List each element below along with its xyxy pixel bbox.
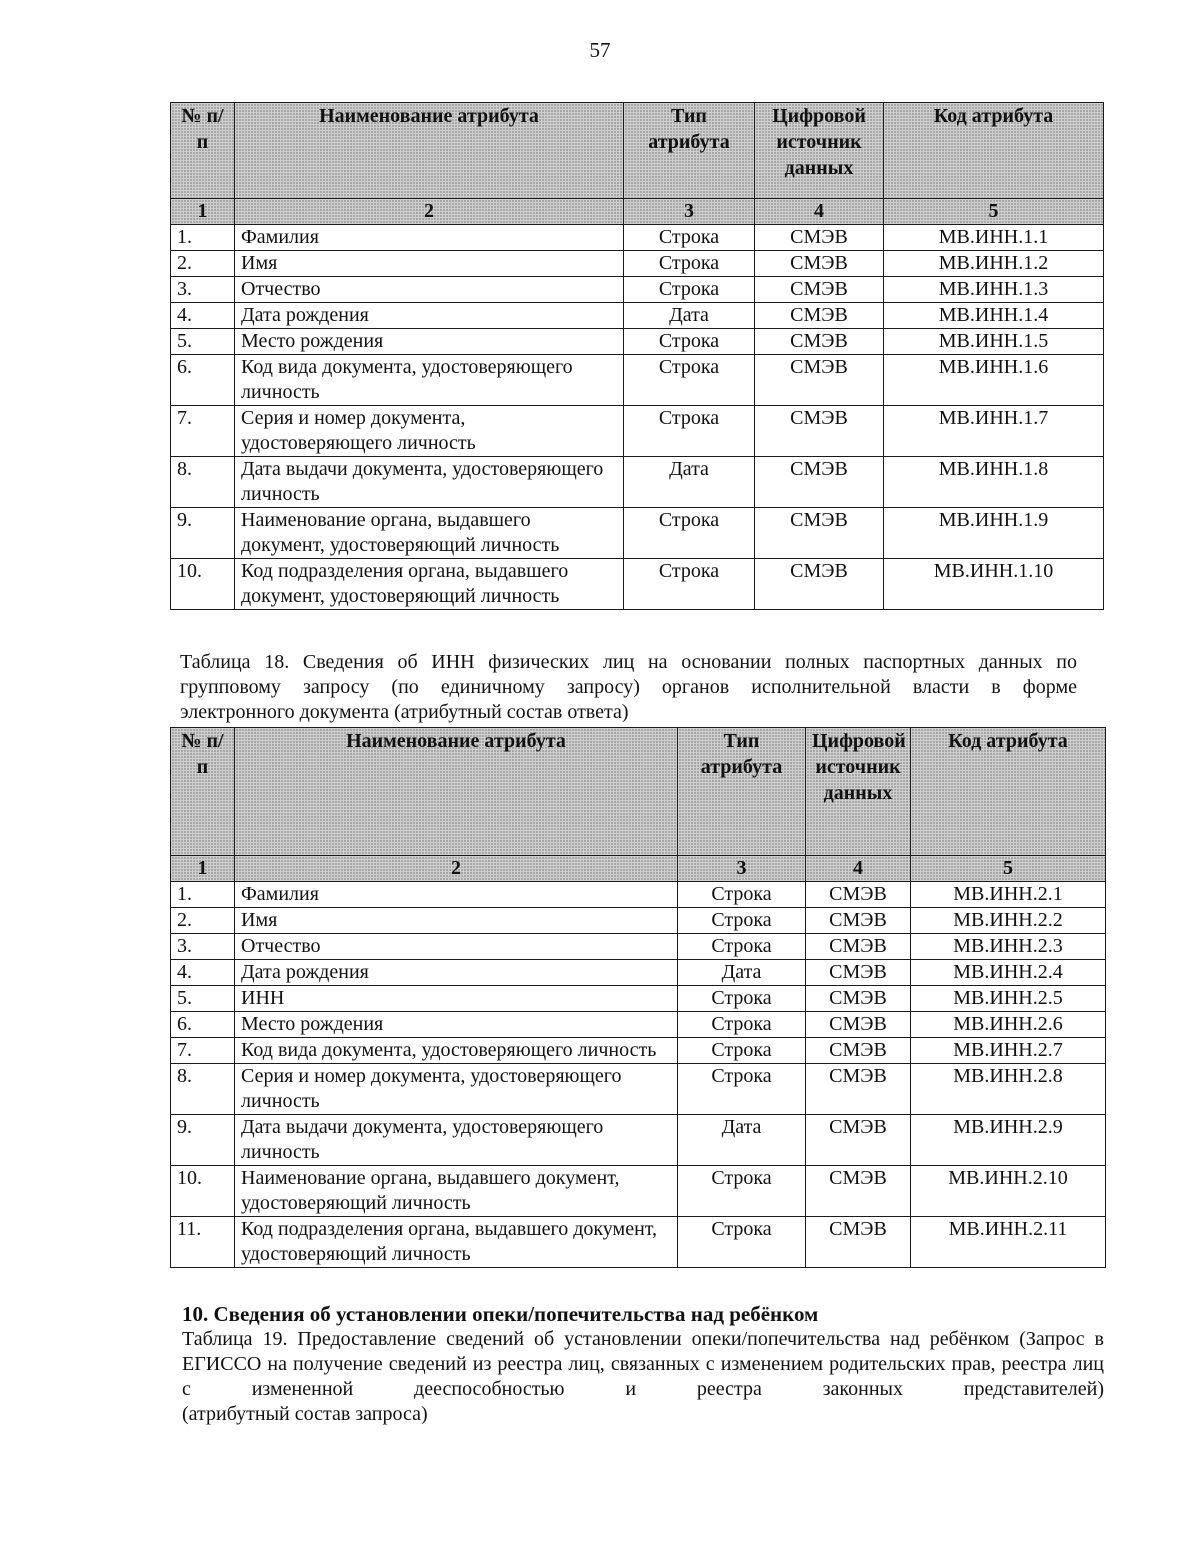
data-source: СМЭВ xyxy=(806,1217,911,1268)
attribute-name: Дата выдачи документа, удостоверяющего личность xyxy=(235,1115,678,1166)
table-row xyxy=(171,277,1104,303)
attribute-type: Строка xyxy=(678,882,806,908)
col-number: 4 xyxy=(755,199,884,225)
attribute-name: Код подразделения органа, выдавшего документ, удостоверяющий личность xyxy=(235,559,624,610)
attribute-name: Фамилия xyxy=(235,225,624,251)
table-row xyxy=(171,508,1104,559)
data-source: СМЭВ xyxy=(755,508,884,559)
table-row xyxy=(171,225,1104,251)
attribute-name: Наименование органа, выдавшего документ, удостоверяющий личность xyxy=(235,508,624,559)
data-source: СМЭВ xyxy=(755,406,884,457)
attribute-table-1 xyxy=(170,102,1104,610)
col-number: 2 xyxy=(235,856,678,882)
header-code: Код атрибута xyxy=(911,728,1106,856)
data-source: СМЭВ xyxy=(755,303,884,329)
row-number: 7. xyxy=(171,1038,235,1064)
row-number: 11. xyxy=(171,1217,235,1268)
col-number: 5 xyxy=(884,199,1104,225)
table-19-caption xyxy=(182,1327,1104,1427)
header-number: № п/п xyxy=(171,103,235,199)
attribute-code: МВ.ИНН.1.8 xyxy=(884,457,1104,508)
header-number: № п/п xyxy=(171,728,235,856)
row-number: 9. xyxy=(171,508,235,559)
attribute-type: Строка xyxy=(678,1217,806,1268)
row-number: 3. xyxy=(171,277,235,303)
table-row xyxy=(171,303,1104,329)
data-source: СМЭВ xyxy=(806,1166,911,1217)
header-source: Цифровой источник данных xyxy=(806,728,911,856)
attribute-code: МВ.ИНН.2.8 xyxy=(911,1064,1106,1115)
data-source: СМЭВ xyxy=(806,1115,911,1166)
attribute-type: Строка xyxy=(678,1166,806,1217)
attribute-code: МВ.ИНН.2.4 xyxy=(911,960,1106,986)
attribute-code: МВ.ИНН.2.9 xyxy=(911,1115,1106,1166)
table-row xyxy=(171,882,1106,908)
row-number: 6. xyxy=(171,1012,235,1038)
attribute-name: Отчество xyxy=(235,277,624,303)
table-row xyxy=(171,251,1104,277)
attribute-code: МВ.ИНН.2.1 xyxy=(911,882,1106,908)
attribute-type: Строка xyxy=(624,277,755,303)
table-row xyxy=(171,908,1106,934)
attribute-name: Отчество xyxy=(235,934,678,960)
col-number: 2 xyxy=(235,199,624,225)
col-number: 4 xyxy=(806,856,911,882)
col-number: 3 xyxy=(678,856,806,882)
table-18-caption xyxy=(180,650,1077,725)
data-source: СМЭВ xyxy=(806,1012,911,1038)
attribute-name: Место рождения xyxy=(235,1012,678,1038)
row-number: 3. xyxy=(171,934,235,960)
row-number: 10. xyxy=(171,559,235,610)
header-code: Код атрибута xyxy=(884,103,1104,199)
header-name: Наименование атрибута xyxy=(235,728,678,856)
attribute-code: МВ.ИНН.1.2 xyxy=(884,251,1104,277)
col-number: 1 xyxy=(171,199,235,225)
col-number: 5 xyxy=(911,856,1106,882)
data-source: СМЭВ xyxy=(806,986,911,1012)
data-source: СМЭВ xyxy=(755,277,884,303)
data-source: СМЭВ xyxy=(806,908,911,934)
data-source: СМЭВ xyxy=(755,457,884,508)
attribute-name: Код вида документа, удостоверяющего личность xyxy=(235,355,624,406)
section-10-title: 10. Сведения об установлении опеки/попечительства над ребёнком xyxy=(182,1302,819,1326)
attribute-type: Строка xyxy=(678,1038,806,1064)
attribute-type: Строка xyxy=(678,908,806,934)
row-number: 10. xyxy=(171,1166,235,1217)
attribute-type: Дата xyxy=(678,1115,806,1166)
attribute-type: Дата xyxy=(678,960,806,986)
attribute-type: Строка xyxy=(678,934,806,960)
row-number: 9. xyxy=(171,1115,235,1166)
table-row xyxy=(171,329,1104,355)
attribute-name: Дата рождения xyxy=(235,960,678,986)
attribute-type: Строка xyxy=(624,251,755,277)
row-number: 4. xyxy=(171,303,235,329)
row-number: 2. xyxy=(171,251,235,277)
row-number: 1. xyxy=(171,225,235,251)
attribute-name: Дата выдачи документа, удостоверяющего личность xyxy=(235,457,624,508)
attribute-code: МВ.ИНН.2.6 xyxy=(911,1012,1106,1038)
table-row xyxy=(171,1166,1106,1217)
attribute-code: МВ.ИНН.1.9 xyxy=(884,508,1104,559)
header-source: Цифровой источник данных xyxy=(755,103,884,199)
row-number: 1. xyxy=(171,882,235,908)
attribute-name: Фамилия xyxy=(235,882,678,908)
attribute-type: Дата xyxy=(624,303,755,329)
data-source: СМЭВ xyxy=(755,355,884,406)
attribute-table-2 xyxy=(170,727,1106,1268)
data-source: СМЭВ xyxy=(755,559,884,610)
attribute-name: Серия и номер документа, удостоверяющего личность xyxy=(235,1064,678,1115)
table-row xyxy=(171,1115,1106,1166)
attribute-code: МВ.ИНН.1.3 xyxy=(884,277,1104,303)
header-type: Тип атрибута xyxy=(678,728,806,856)
attribute-type: Строка xyxy=(678,1064,806,1115)
table-row xyxy=(171,986,1106,1012)
attribute-code: МВ.ИНН.1.6 xyxy=(884,355,1104,406)
row-number: 5. xyxy=(171,329,235,355)
row-number: 4. xyxy=(171,960,235,986)
attribute-type: Строка xyxy=(624,355,755,406)
attribute-code: МВ.ИНН.2.11 xyxy=(911,1217,1106,1268)
header-type: Тип атрибута xyxy=(624,103,755,199)
attribute-code: МВ.ИНН.1.7 xyxy=(884,406,1104,457)
caption-text: Таблица 19. Предоставление сведений об установлении опеки/попечительства над ребёнком (Запрос в ЕГИССО на получение сведений из реестра лиц, связанных с изменением родительских прав, реестра лиц с измененной дееспособностью и реестра законных представителей) xyxy=(182,1328,1104,1400)
caption-text: Таблица 18. Сведения об ИНН физических лиц на основании полных паспортных данных по групповому запросу (по единичному запросу) органов исполнительной власти в форме xyxy=(180,651,1077,698)
table-row xyxy=(171,355,1104,406)
attribute-code: МВ.ИНН.1.5 xyxy=(884,329,1104,355)
attribute-type: Строка xyxy=(624,329,755,355)
table-row xyxy=(171,934,1106,960)
attribute-code: МВ.ИНН.2.3 xyxy=(911,934,1106,960)
table-row xyxy=(171,1012,1106,1038)
table-row xyxy=(171,960,1106,986)
caption-tail: электронного документа (атрибутный состав ответа) xyxy=(180,701,629,723)
attribute-type: Строка xyxy=(678,986,806,1012)
attribute-name: Код подразделения органа, выдавшего документ, удостоверяющий личность xyxy=(235,1217,678,1268)
attribute-type: Строка xyxy=(678,1012,806,1038)
attribute-code: МВ.ИНН.2.7 xyxy=(911,1038,1106,1064)
data-source: СМЭВ xyxy=(806,960,911,986)
table-row xyxy=(171,1217,1106,1268)
attribute-code: МВ.ИНН.2.5 xyxy=(911,986,1106,1012)
data-source: СМЭВ xyxy=(755,225,884,251)
table-row xyxy=(171,406,1104,457)
row-number: 5. xyxy=(171,986,235,1012)
row-number: 8. xyxy=(171,1064,235,1115)
row-number: 2. xyxy=(171,908,235,934)
attribute-type: Строка xyxy=(624,406,755,457)
attribute-name: ИНН xyxy=(235,986,678,1012)
attribute-name: Серия и номер документа, удостоверяющего личность xyxy=(235,406,624,457)
col-number: 1 xyxy=(171,856,235,882)
page-number: 57 xyxy=(589,38,611,62)
data-source: СМЭВ xyxy=(755,251,884,277)
data-source: СМЭВ xyxy=(806,1064,911,1115)
attribute-name: Дата рождения xyxy=(235,303,624,329)
data-source: СМЭВ xyxy=(806,1038,911,1064)
row-number: 6. xyxy=(171,355,235,406)
caption-tail: (атрибутный состав запроса) xyxy=(182,1403,428,1425)
table-row xyxy=(171,559,1104,610)
attribute-code: МВ.ИНН.2.10 xyxy=(911,1166,1106,1217)
header-name: Наименование атрибута xyxy=(235,103,624,199)
attribute-name: Код вида документа, удостоверяющего личность xyxy=(235,1038,678,1064)
data-source: СМЭВ xyxy=(806,882,911,908)
data-source: СМЭВ xyxy=(755,329,884,355)
attribute-name: Наименование органа, выдавшего документ, удостоверяющий личность xyxy=(235,1166,678,1217)
col-number: 3 xyxy=(624,199,755,225)
attribute-type: Строка xyxy=(624,225,755,251)
attribute-type: Строка xyxy=(624,559,755,610)
attribute-type: Дата xyxy=(624,457,755,508)
attribute-name: Имя xyxy=(235,251,624,277)
row-number: 7. xyxy=(171,406,235,457)
data-source: СМЭВ xyxy=(806,934,911,960)
attribute-code: МВ.ИНН.1.1 xyxy=(884,225,1104,251)
table-row xyxy=(171,1038,1106,1064)
attribute-type: Строка xyxy=(624,508,755,559)
table-row xyxy=(171,457,1104,508)
attribute-name: Место рождения xyxy=(235,329,624,355)
attribute-name: Имя xyxy=(235,908,678,934)
attribute-code: МВ.ИНН.1.10 xyxy=(884,559,1104,610)
attribute-code: МВ.ИНН.2.2 xyxy=(911,908,1106,934)
table-row xyxy=(171,1064,1106,1115)
attribute-code: МВ.ИНН.1.4 xyxy=(884,303,1104,329)
row-number: 8. xyxy=(171,457,235,508)
